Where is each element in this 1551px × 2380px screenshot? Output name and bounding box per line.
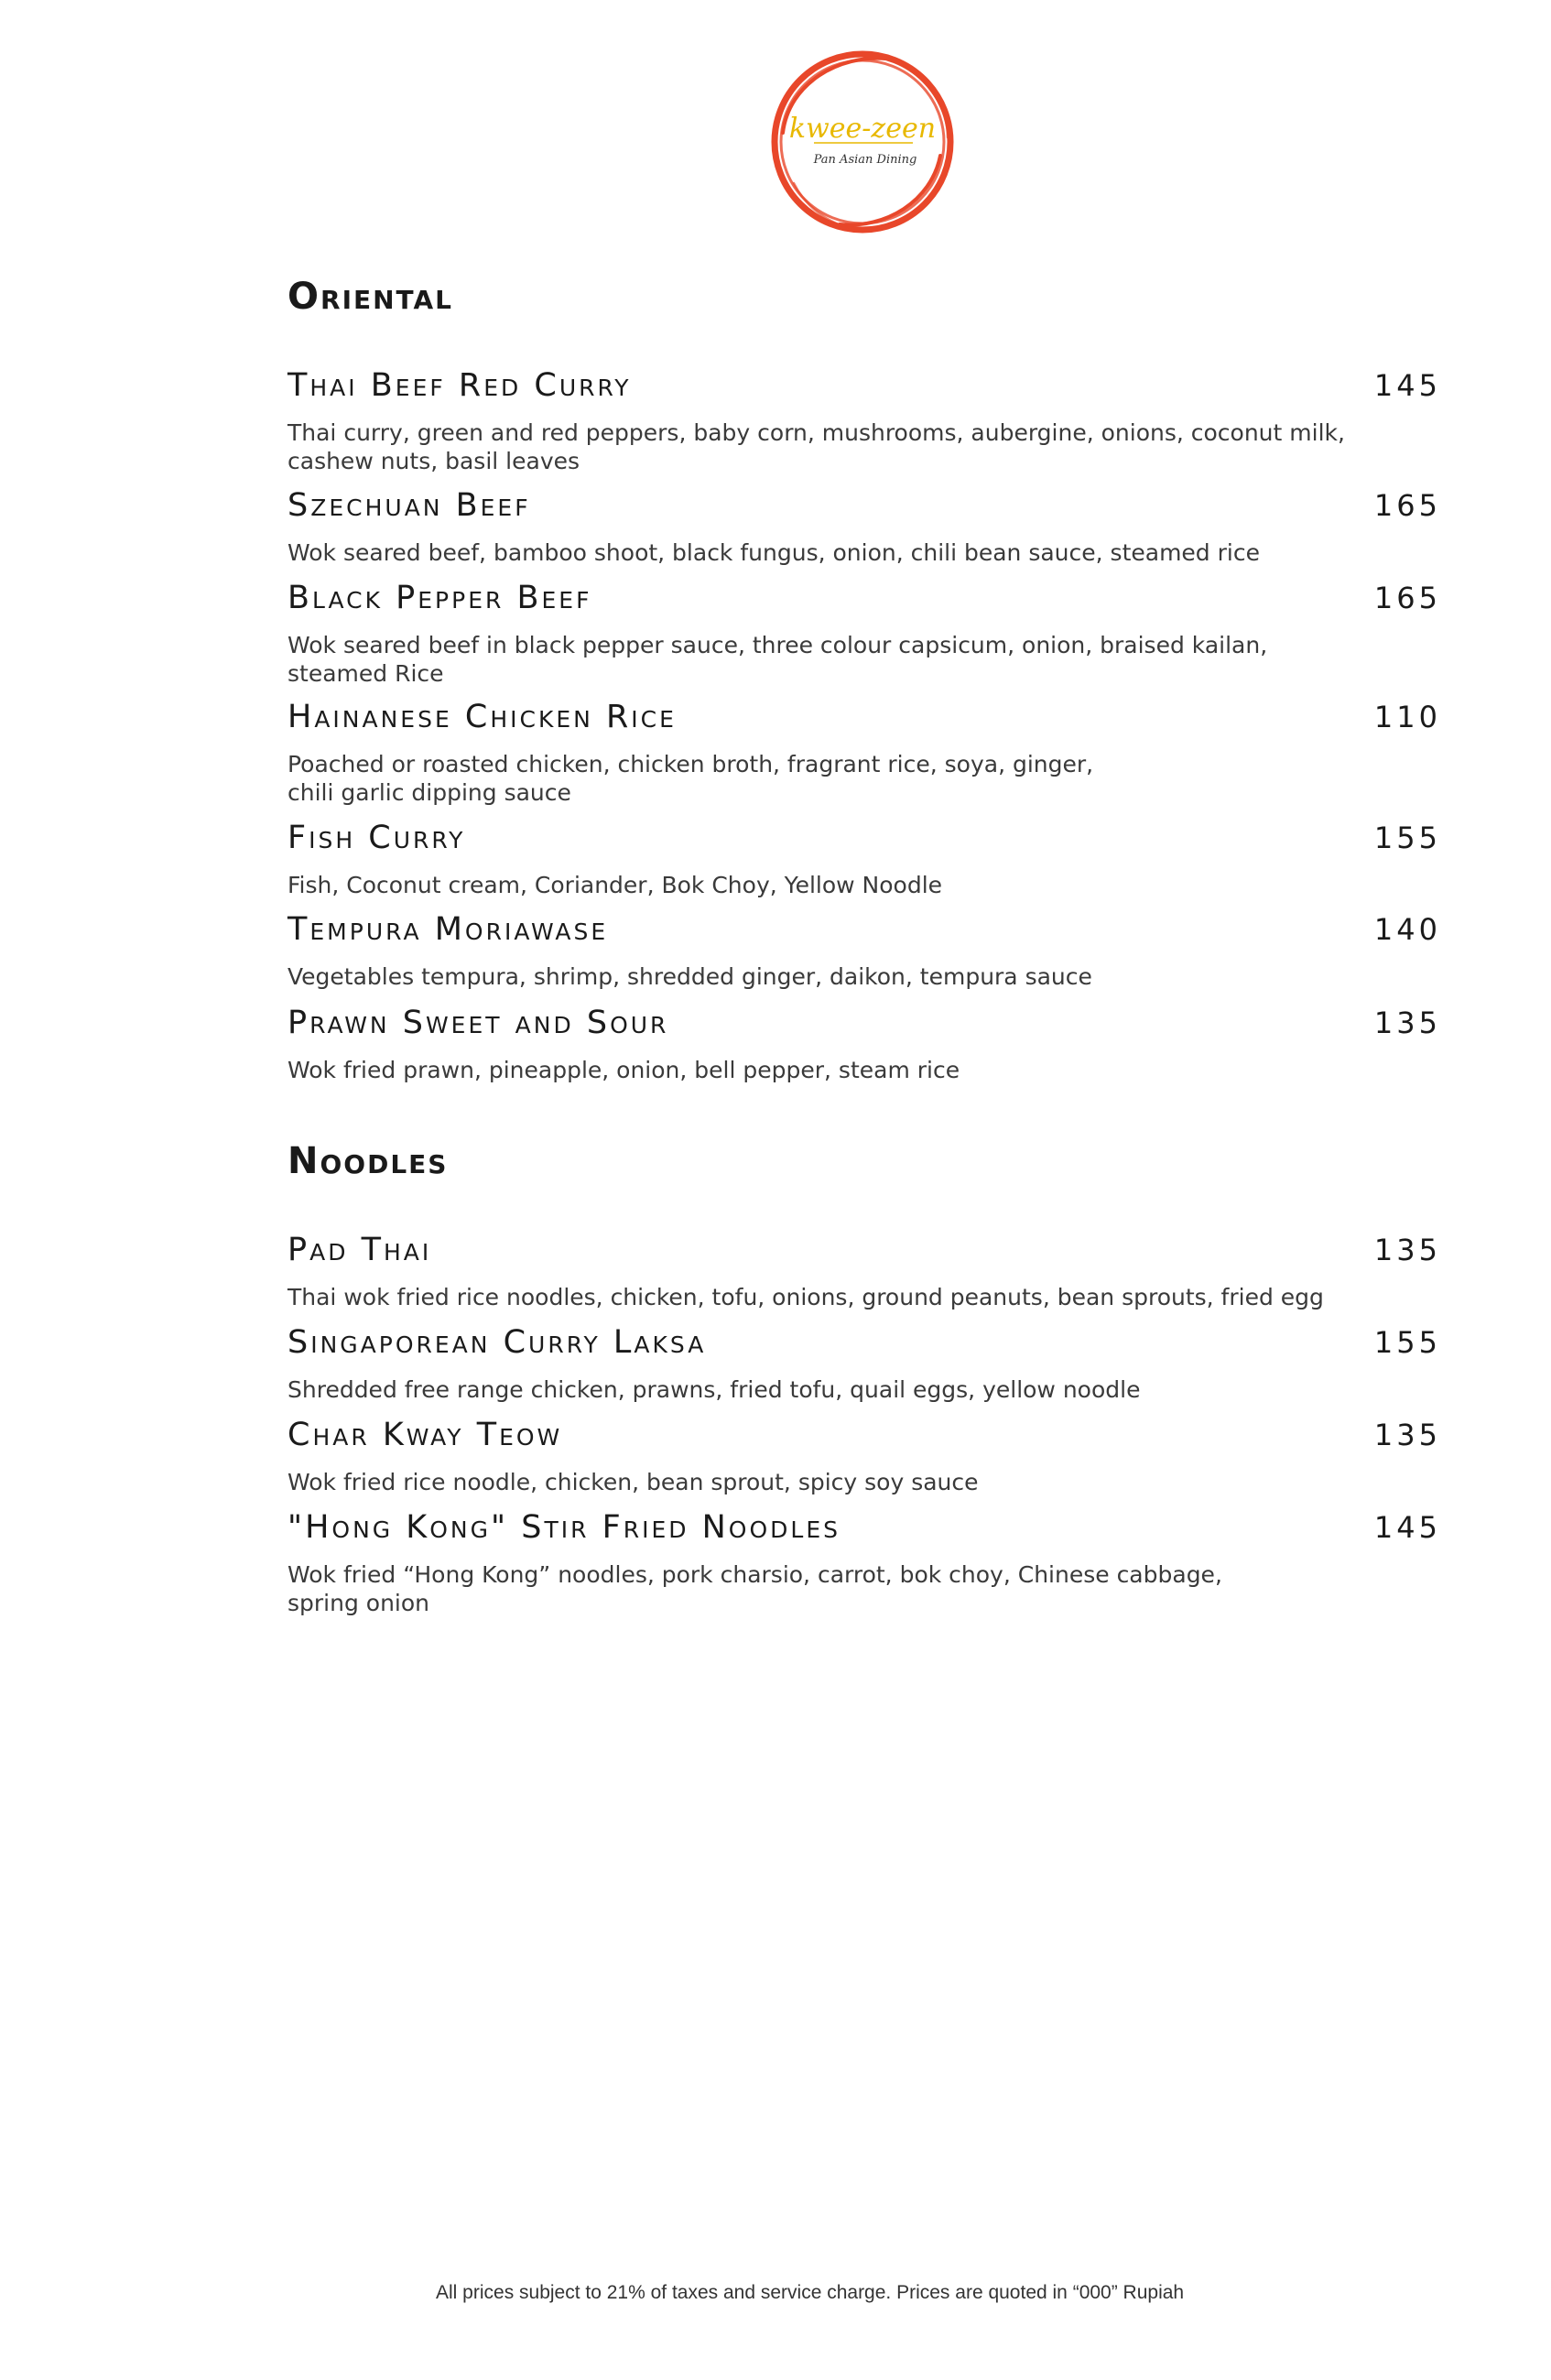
item-price: 165: [1373, 488, 1441, 523]
item-description: Vegetables tempura, shrimp, shredded ginger, daikon, tempura sauce: [287, 963, 1092, 990]
menu-item: [287, 1007, 1441, 1084]
menu-item: [287, 822, 1441, 899]
item-name: Hainanese Chicken Rice: [287, 699, 677, 735]
logo-tagline: Pan Asian Dining: [813, 153, 917, 167]
item-name: Black Pepper Beef: [287, 580, 592, 616]
item-name: "Hong Kong" Stir Fried Noodles: [287, 1509, 841, 1546]
item-description: Wok fried prawn, pineapple, onion, bell pepper, steam rice: [287, 1057, 960, 1083]
menu-item: [287, 367, 1441, 475]
item-description: Shredded free range chicken, prawns, fried tofu, quail eggs, yellow noodle: [287, 1376, 1141, 1403]
item-name: Tempura Moriawase: [287, 911, 609, 948]
menu-item: [287, 1324, 1441, 1404]
item-name: Pad Thai: [287, 1232, 432, 1268]
item-description: Wok fried “Hong Kong” noodles, pork charsio, carrot, bok choy, Chinese cabbage, spring onion: [287, 1561, 1222, 1616]
kwee-zeen-logo: [766, 46, 959, 238]
item-name: Fish Curry: [287, 820, 466, 856]
item-price: 135: [1373, 1005, 1441, 1040]
item-name: Singaporean Curry Laksa: [287, 1324, 707, 1361]
item-price: 165: [1373, 581, 1441, 615]
section-oriental: [287, 276, 1441, 318]
item-name: Szechuan Beef: [287, 487, 531, 524]
item-price: 145: [1373, 368, 1441, 403]
item-name: Prawn Sweet and Sour: [287, 1005, 669, 1041]
item-description: Wok seared beef in black pepper sauce, three colour capsicum, onion, braised kailan, steamed Rice: [287, 632, 1268, 687]
item-name: Char Kway Teow: [287, 1417, 563, 1453]
menu-item: [287, 701, 1441, 807]
section-title: Noodles: [287, 1140, 449, 1182]
item-price: 155: [1373, 1325, 1441, 1360]
menu-item: [287, 911, 1441, 991]
item-price: 135: [1373, 1233, 1441, 1267]
menu-item: [287, 487, 1441, 567]
section-noodles: [287, 1140, 1441, 1182]
price-disclaimer: All prices subject to 21% of taxes and service charge. Prices are quoted in “000” Rupiah: [436, 2282, 1185, 2303]
item-price: 135: [1373, 1418, 1441, 1452]
menu-item: [287, 1509, 1441, 1617]
item-description: Thai curry, green and red peppers, baby corn, mushrooms, aubergine, onions, coconut milk, cashew nuts, basil leaves: [287, 419, 1345, 474]
item-description: Fish, Coconut cream, Coriander, Bok Choy, Yellow Noodle: [287, 872, 943, 898]
item-price: 145: [1373, 1510, 1441, 1545]
item-description: Wok seared beef, bamboo shoot, black fungus, onion, chili bean sauce, steamed rice: [287, 539, 1260, 566]
item-description: Wok fried rice noodle, chicken, bean sprout, spicy soy sauce: [287, 1469, 979, 1495]
menu-item: [287, 1234, 1441, 1311]
item-price: 155: [1373, 821, 1441, 855]
section-title: Oriental: [287, 276, 453, 318]
item-price: 140: [1373, 912, 1441, 947]
logo-brand: kwee-zeen: [788, 113, 937, 145]
menu-item: [287, 582, 1441, 688]
item-description: Thai wok fried rice noodles, chicken, tofu, onions, ground peanuts, bean sprouts, fried egg: [287, 1284, 1324, 1310]
menu-item: [287, 1419, 1441, 1496]
item-name: Thai Beef Red Curry: [287, 367, 632, 404]
item-price: 110: [1373, 700, 1441, 734]
item-description: Poached or roasted chicken, chicken broth, fragrant rice, soya, ginger, chili garlic dipping sauce: [287, 751, 1094, 806]
